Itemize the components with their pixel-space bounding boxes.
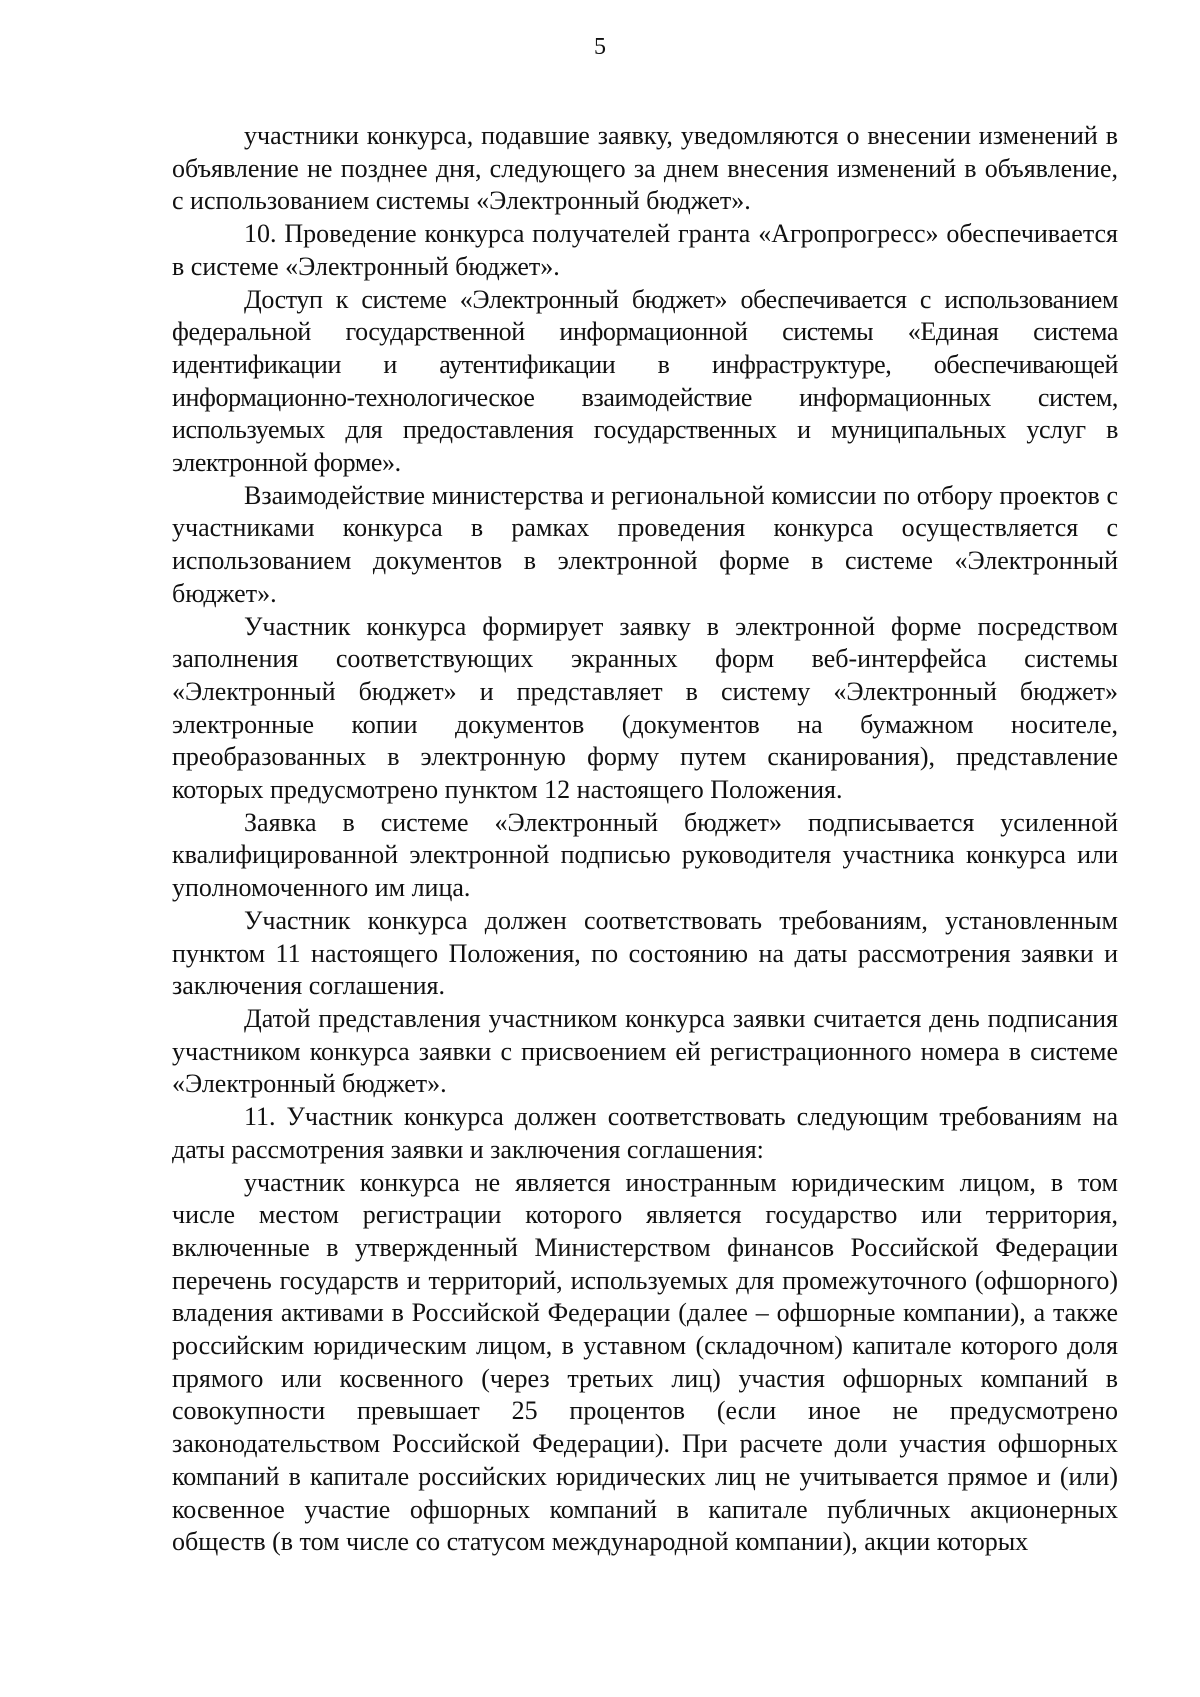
paragraph-notification: участники конкурса, подавшие заявку, уведомляются о внесении изменений в объявление не позднее дня, следующего за днем внесения изменений в объявление, с использованием системы «Электронный бюджет». <box>172 121 1118 216</box>
paragraph-signature: Заявка в системе «Электронный бюджет» подписывается усиленной квалифицированной электронной подписью руководителя участника конкурса или уполномоченного им лица. <box>172 807 1118 903</box>
paragraph-application-forming: Участник конкурса формирует заявку в электронной форме посредством заполнения соответствующих экранных форм веб-интерфейса системы «Электронный бюджет» и представляет в систему «Электронный бюджет» электронные копии документов (документов на бумажном носителе, преобразованных в электронную форму путем сканирования), представление которых предусмотрено пунктом 12 настоящего Положения. <box>172 611 1118 805</box>
page-number: 5 <box>594 34 606 60</box>
paragraph-interaction: Взаимодействие министерства и региональной комиссии по отбору проектов с участниками конкурса в рамках проведения конкурса осуществляется с использованием документов в электронной форме в системе «Электронный бюджет». <box>172 480 1118 608</box>
document-body <box>172 120 1118 1559</box>
paragraph-requirements: Участник конкурса должен соответствовать требованиям, установленным пунктом 11 настоящего Положения, по состоянию на даты рассмотрения заявки и заключения соглашения. <box>172 905 1118 1001</box>
paragraph-submission-date: Датой представления участником конкурса заявки считается день подписания участником конкурса заявки с присвоением ей регистрационного номера в системе «Электронный бюджет». <box>172 1003 1118 1099</box>
paragraph-system-access: Доступ к системе «Электронный бюджет» обеспечивается с использованием федеральной государственной информационной системы «Единая система идентификации и аутентификации в инфраструктуре, обеспечивающей информационно-технологическое взаимодействие информационных систем, используемых для предоставления государственных и муниципальных услуг в электронной форме». <box>172 284 1118 478</box>
paragraph-offshore: участник конкурса не является иностранным юридическим лицом, в том числе местом регистрации которого является государство или территория, включенные в утвержденный Министерством финансов Российской Федерации перечень государств и территорий, используемых для промежуточного (офшорного) владения активами в Российской Федерации (далее – офшорные компании), а также российским юридическим лицом, в уставном (складочном) капитале которого доля прямого или косвенного (через третьих лиц) участия офшорных компаний в совокупности превышает 25 процентов (если иное не предусмотрено законодательством Российской Федерации). При расчете доли участия офшорных компаний в капитале российских юридических лиц не учитывается прямое и (или) косвенное участие офшорных компаний в капитале публичных акционерных обществ (в том числе со статусом международной компании), акции которых <box>172 1167 1118 1557</box>
paragraph-item-11: 11. Участник конкурса должен соответствовать следующим требованиям на даты рассмотрения заявки и заключения соглашения: <box>172 1102 1118 1164</box>
paragraph-item-10: 10. Проведение конкурса получателей гранта «Агропрогресс» обеспечивается в системе «Электронный бюджет». <box>172 219 1118 281</box>
